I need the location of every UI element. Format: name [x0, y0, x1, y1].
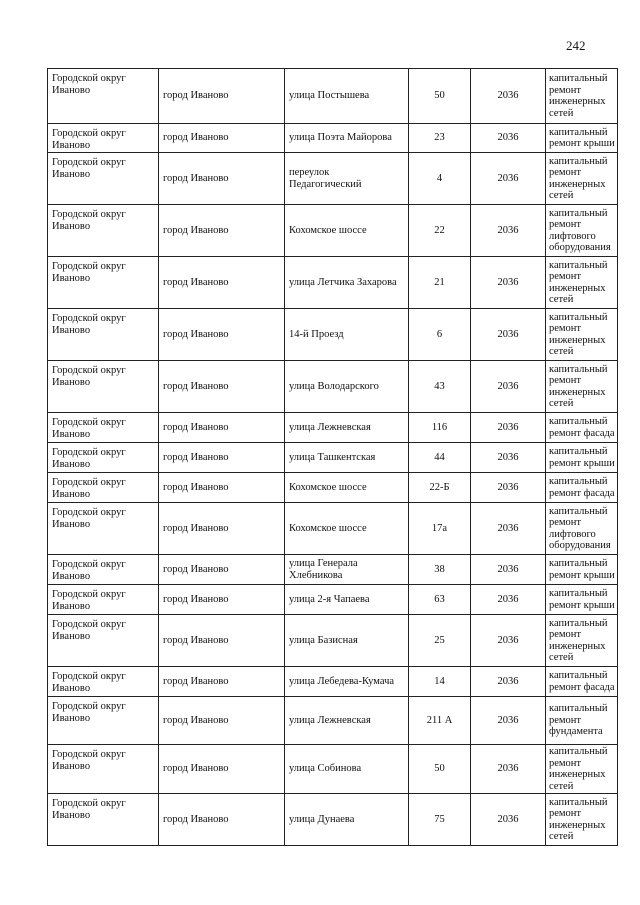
city-cell: город Иваново — [159, 413, 285, 443]
city-cell: город Иваново — [159, 124, 285, 153]
year-cell: 2036 — [471, 615, 546, 667]
year-cell: 2036 — [471, 697, 546, 745]
house-number-cell: 63 — [409, 585, 471, 615]
table-row — [48, 667, 618, 697]
table-row — [48, 69, 618, 124]
table-row — [48, 745, 618, 794]
table-row — [48, 503, 618, 555]
house-number-cell: 38 — [409, 555, 471, 585]
year-cell: 2036 — [471, 794, 546, 846]
table-body — [48, 69, 618, 846]
work-type-cell: капитальный ремонт крыши — [546, 124, 618, 153]
city-cell: город Иваново — [159, 309, 285, 361]
work-type-cell: капитальный ремонт инженерных сетей — [546, 615, 618, 667]
work-type-cell: капитальный ремонт инженерных сетей — [546, 309, 618, 361]
city-cell: город Иваново — [159, 745, 285, 794]
year-cell: 2036 — [471, 473, 546, 503]
table-row — [48, 555, 618, 585]
table-row — [48, 153, 618, 205]
table-row — [48, 585, 618, 615]
table-row — [48, 473, 618, 503]
street-cell: улица Лежневская — [285, 413, 409, 443]
work-type-cell: капитальный ремонт инженерных сетей — [546, 257, 618, 309]
district-cell: Городской округ Иваново — [48, 205, 159, 257]
street-cell: улица Володарского — [285, 361, 409, 413]
table-row — [48, 124, 618, 153]
district-cell: Городской округ Иваново — [48, 667, 159, 697]
city-cell: город Иваново — [159, 257, 285, 309]
table-row — [48, 361, 618, 413]
work-type-cell: капитальный ремонт крыши — [546, 585, 618, 615]
year-cell: 2036 — [471, 69, 546, 124]
district-cell: Городской округ Иваново — [48, 413, 159, 443]
work-type-cell: капитальный ремонт инженерных сетей — [546, 794, 618, 846]
work-type-cell: капитальный ремонт фасада — [546, 473, 618, 503]
street-cell: улица Лебедева-Кумача — [285, 667, 409, 697]
work-type-cell: капитальный ремонт лифтового оборудования — [546, 503, 618, 555]
city-cell: город Иваново — [159, 69, 285, 124]
year-cell: 2036 — [471, 443, 546, 473]
city-cell: город Иваново — [159, 503, 285, 555]
work-type-cell: капитальный ремонт инженерных сетей — [546, 361, 618, 413]
street-cell: Кохомское шоссе — [285, 503, 409, 555]
street-cell: улица Лежневская — [285, 697, 409, 745]
repair-schedule-table — [47, 68, 618, 846]
year-cell: 2036 — [471, 309, 546, 361]
district-cell: Городской округ Иваново — [48, 697, 159, 745]
house-number-cell: 21 — [409, 257, 471, 309]
page-number: 242 — [566, 38, 586, 53]
house-number-cell: 23 — [409, 124, 471, 153]
year-cell: 2036 — [471, 124, 546, 153]
work-type-cell: капитальный ремонт крыши — [546, 443, 618, 473]
city-cell: город Иваново — [159, 667, 285, 697]
year-cell: 2036 — [471, 361, 546, 413]
house-number-cell: 25 — [409, 615, 471, 667]
house-number-cell: 75 — [409, 794, 471, 846]
district-cell: Городской округ Иваново — [48, 794, 159, 846]
year-cell: 2036 — [471, 413, 546, 443]
street-cell: Кохомское шоссе — [285, 473, 409, 503]
district-cell: Городской округ Иваново — [48, 615, 159, 667]
street-cell: улица Генерала Хлебникова — [285, 555, 409, 585]
city-cell: город Иваново — [159, 555, 285, 585]
table-row — [48, 443, 618, 473]
district-cell: Городской округ Иваново — [48, 473, 159, 503]
street-cell: 14-й Проезд — [285, 309, 409, 361]
street-cell: улица 2-я Чапаева — [285, 585, 409, 615]
table-row — [48, 413, 618, 443]
district-cell: Городской округ Иваново — [48, 745, 159, 794]
house-number-cell: 22-Б — [409, 473, 471, 503]
table-row — [48, 615, 618, 667]
district-cell: Городской округ Иваново — [48, 361, 159, 413]
street-cell: улица Дунаева — [285, 794, 409, 846]
city-cell: город Иваново — [159, 615, 285, 667]
city-cell: город Иваново — [159, 153, 285, 205]
district-cell: Городской округ Иваново — [48, 443, 159, 473]
year-cell: 2036 — [471, 555, 546, 585]
street-cell: улица Ташкентская — [285, 443, 409, 473]
district-cell: Городской округ Иваново — [48, 309, 159, 361]
district-cell: Городской округ Иваново — [48, 555, 159, 585]
house-number-cell: 22 — [409, 205, 471, 257]
work-type-cell: капитальный ремонт фасада — [546, 667, 618, 697]
year-cell: 2036 — [471, 503, 546, 555]
city-cell: город Иваново — [159, 473, 285, 503]
year-cell: 2036 — [471, 257, 546, 309]
table-row — [48, 309, 618, 361]
city-cell: город Иваново — [159, 443, 285, 473]
street-cell: переулок Педагогический — [285, 153, 409, 205]
district-cell: Городской округ Иваново — [48, 585, 159, 615]
house-number-cell: 116 — [409, 413, 471, 443]
house-number-cell: 50 — [409, 69, 471, 124]
district-cell: Городской округ Иваново — [48, 69, 159, 124]
house-number-cell: 4 — [409, 153, 471, 205]
house-number-cell: 6 — [409, 309, 471, 361]
district-cell: Городской округ Иваново — [48, 257, 159, 309]
district-cell: Городской округ Иваново — [48, 124, 159, 153]
street-cell: улица Базисная — [285, 615, 409, 667]
year-cell: 2036 — [471, 667, 546, 697]
house-number-cell: 50 — [409, 745, 471, 794]
street-cell: улица Поэта Майорова — [285, 124, 409, 153]
house-number-cell: 44 — [409, 443, 471, 473]
work-type-cell: капитальный ремонт инженерных сетей — [546, 745, 618, 794]
work-type-cell: капитальный ремонт фасада — [546, 413, 618, 443]
table-row — [48, 257, 618, 309]
table-row — [48, 794, 618, 846]
street-cell: Кохомское шоссе — [285, 205, 409, 257]
house-number-cell: 43 — [409, 361, 471, 413]
table-row — [48, 697, 618, 745]
street-cell: улица Летчика Захарова — [285, 257, 409, 309]
city-cell: город Иваново — [159, 361, 285, 413]
work-type-cell: капитальный ремонт инженерных сетей — [546, 69, 618, 124]
house-number-cell: 211 А — [409, 697, 471, 745]
year-cell: 2036 — [471, 205, 546, 257]
work-type-cell: капитальный ремонт инженерных сетей — [546, 153, 618, 205]
house-number-cell: 17а — [409, 503, 471, 555]
work-type-cell: капитальный ремонт фундамента — [546, 697, 618, 745]
work-type-cell: капитальный ремонт крыши — [546, 555, 618, 585]
year-cell: 2036 — [471, 153, 546, 205]
district-cell: Городской округ Иваново — [48, 153, 159, 205]
street-cell: улица Постышева — [285, 69, 409, 124]
year-cell: 2036 — [471, 585, 546, 615]
city-cell: город Иваново — [159, 794, 285, 846]
street-cell: улица Собинова — [285, 745, 409, 794]
table-row — [48, 205, 618, 257]
city-cell: город Иваново — [159, 697, 285, 745]
work-type-cell: капитальный ремонт лифтового оборудования — [546, 205, 618, 257]
house-number-cell: 14 — [409, 667, 471, 697]
year-cell: 2036 — [471, 745, 546, 794]
district-cell: Городской округ Иваново — [48, 503, 159, 555]
city-cell: город Иваново — [159, 585, 285, 615]
city-cell: город Иваново — [159, 205, 285, 257]
